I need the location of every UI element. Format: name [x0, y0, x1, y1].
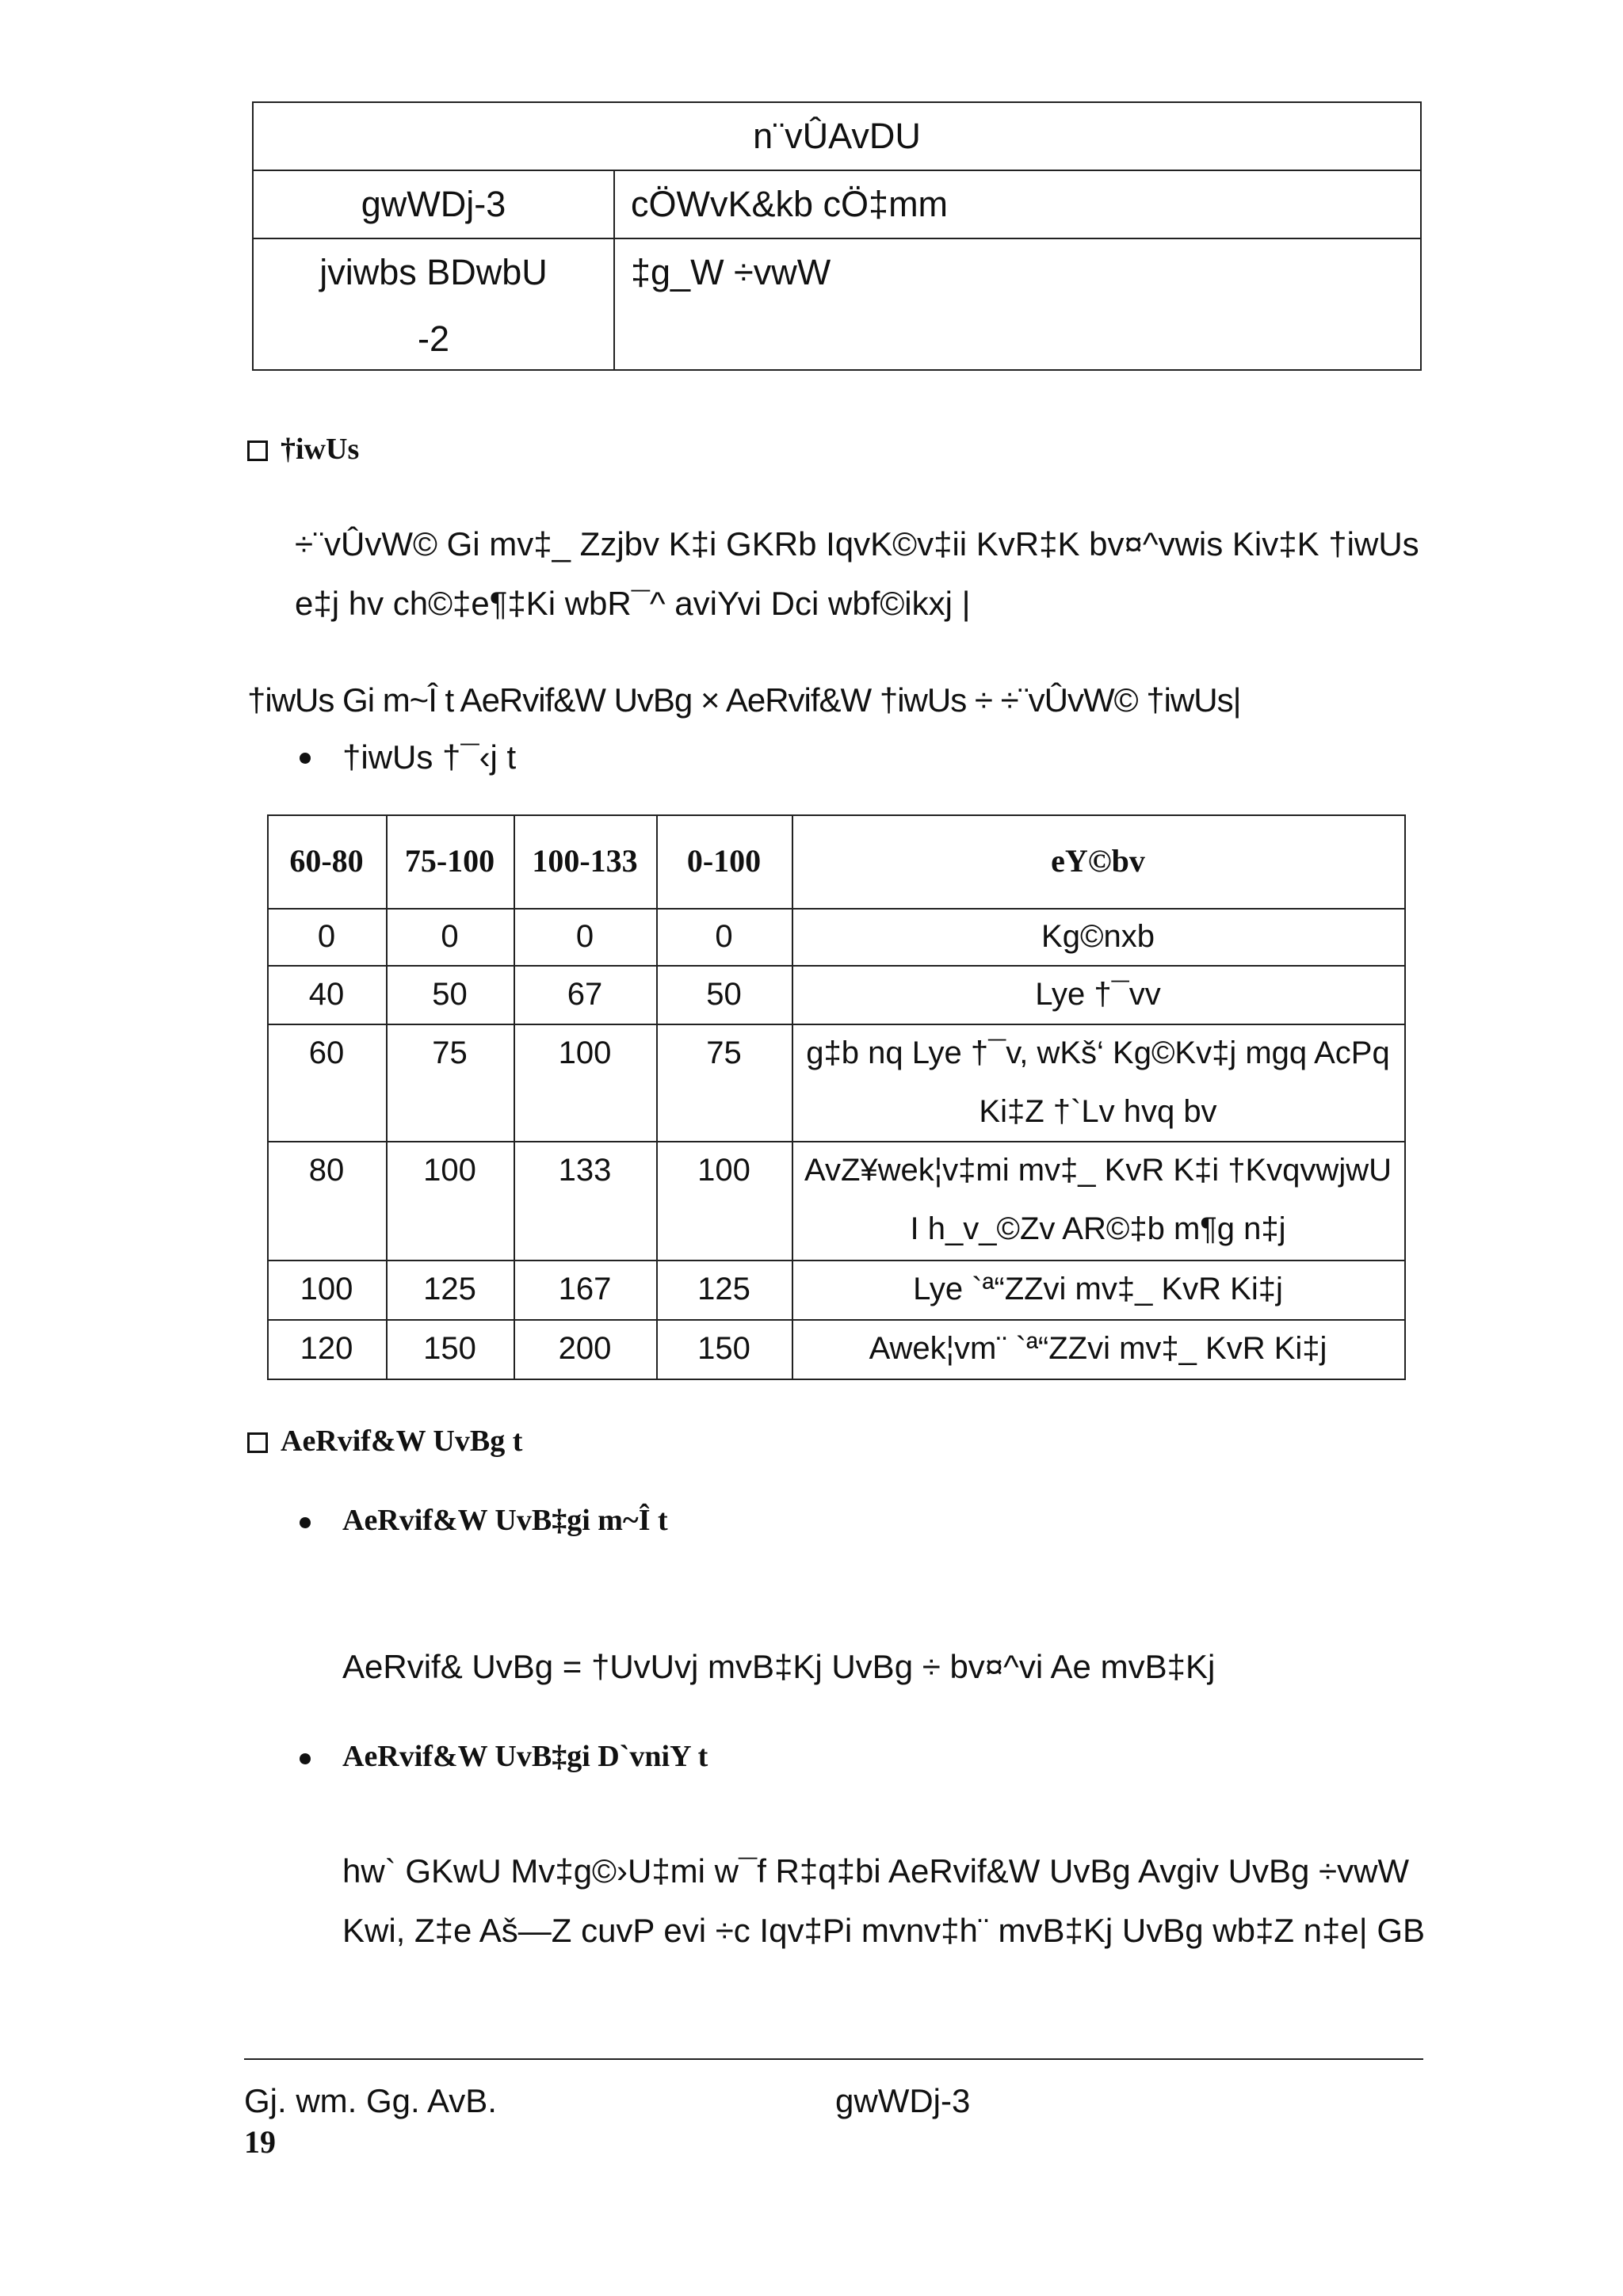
learning-unit	[252, 238, 613, 371]
bullet-icon	[300, 753, 311, 764]
section-observed-time-heading	[247, 1424, 522, 1459]
table-cell: 200	[558, 1331, 612, 1366]
description-line: I h_v_©Zv AR©‡b m¶g n‡j	[910, 1211, 1286, 1246]
footer-divider	[244, 2058, 1423, 2060]
formula-subheading: AeRvif&W UvB‡gi m~Î t	[342, 1504, 668, 1537]
table-cell: 50	[706, 977, 742, 1012]
table-cell: 100	[300, 1272, 353, 1306]
col-header-description: eY©bv	[1051, 843, 1145, 879]
section-rating-heading	[247, 432, 359, 467]
example-para-line2: Kwi, Z‡e Aš—Z cuvP evi ÷c Iqv‡Pi mvnv‡h¨ mvB‡Kj UvBg wb‡Z n‡e| GB	[342, 1912, 1426, 1949]
rating-formula: †iwUs Gi m~Î t AeRvif&W UvBg × AeRvif&W †iwUs ÷ ÷¨vÛvW© †iwUs|	[247, 681, 1241, 719]
table-cell-description: Awek¦vm¨ `ª“ZZvi mv‡_ KvR Ki‡j	[869, 1331, 1327, 1366]
table-cell: 80	[308, 1153, 345, 1188]
table-cell: 133	[558, 1153, 612, 1188]
checkbox-icon	[247, 441, 268, 461]
rating-table	[267, 814, 1406, 1380]
col-header-100-133: 100-133	[532, 843, 638, 879]
rating-scale-label: †iwUs †¯‹j t	[342, 738, 517, 776]
description-line: AvZ¥wek¦v‡mi mv‡_ KvR K‡i †KvqvwjwU	[804, 1153, 1392, 1188]
table-cell-description: Lye `ª“ZZvi mv‡_ KvR Ki‡j	[913, 1272, 1283, 1306]
page-number: 19	[244, 2124, 276, 2160]
table-cell: 75	[706, 1035, 742, 1070]
table-cell: 120	[300, 1331, 353, 1366]
table-cell: 150	[423, 1331, 476, 1366]
table-cell: 125	[697, 1272, 750, 1306]
table-cell: 0	[715, 919, 733, 954]
module-label: gwWDj-3	[252, 170, 613, 238]
col-header-75-100: 75-100	[404, 843, 495, 879]
example-para-line1: hw` GKwU Mv‡g©›U‡mi w¯f R‡q‡bi AeRvif&W UvBg Avgiv UvBg ÷vwW	[342, 1852, 1410, 1890]
section-rating-title: †iwUs	[281, 433, 360, 466]
table-cell: 167	[558, 1272, 612, 1306]
rating-para-line2: e‡j hv ch©‡e¶‡Ki wbR¯^ aviYvi Dci wbf©ikxj |	[295, 585, 971, 622]
bullet-icon	[300, 1753, 311, 1764]
observed-time-formula: AeRvif& UvBg = †UvUvj mvB‡Kj UvBg ÷ bv¤^vi Ae mvB‡Kj	[342, 1648, 1216, 1685]
table-cell: 125	[423, 1272, 476, 1306]
table-cell: 100	[697, 1153, 750, 1188]
table-cell: 67	[567, 977, 603, 1012]
footer-institution: Gj. wm. Gg. AvB.	[244, 2082, 497, 2119]
table-cell: 150	[697, 1331, 750, 1366]
table-cell: 0	[317, 919, 336, 954]
table-cell-description	[792, 1024, 1404, 1141]
header-table	[252, 101, 1422, 371]
rating-para-line1: ÷¨vÛvW© Gi mv‡_ Zzjbv K‡i GKRb IqvK©v‡ii KvR‡K bv¤^vwis Kiv‡K †iwUs	[295, 525, 1419, 563]
table-cell: 100	[558, 1035, 612, 1070]
table-cell: 100	[423, 1153, 476, 1188]
table-cell: 0	[441, 919, 459, 954]
table-cell: 60	[308, 1035, 345, 1070]
checkbox-icon	[247, 1432, 268, 1453]
table-cell: 0	[575, 919, 594, 954]
section-observed-time-title: AeRvif&W UvBg t	[281, 1425, 523, 1458]
table-cell-description: Kg©nxb	[1041, 919, 1155, 954]
table-cell-description: Lye †¯vv	[1035, 977, 1161, 1012]
table-cell: 75	[432, 1035, 468, 1070]
table-cell: 50	[432, 977, 468, 1012]
example-subheading: AeRvif&W UvB‡gi D`vniY t	[342, 1740, 708, 1773]
table-cell: 40	[308, 977, 345, 1012]
process-label: cÖWvK&kb cÖ‡mm	[613, 170, 1422, 238]
col-header-0-100: 0-100	[686, 843, 762, 879]
description-line: g‡b nq Lye †¯v, wKš‘ Kg©Kv‡j mgq AcPq	[806, 1035, 1390, 1070]
header-title: n¨vÛAvDU	[252, 101, 1422, 170]
description-line: Ki‡Z †`Lv hvq bv	[979, 1094, 1217, 1129]
learning-unit-line1: jviwbs BDwbU	[319, 252, 548, 292]
footer-module: gwWDj-3	[835, 2082, 971, 2119]
table-cell-description	[792, 1141, 1404, 1258]
learning-unit-line2: -2	[417, 318, 449, 359]
bullet-icon	[300, 1517, 311, 1528]
col-header-60-80: 60-80	[289, 843, 364, 879]
method-label: ‡g_W ÷vwW	[613, 238, 1422, 371]
